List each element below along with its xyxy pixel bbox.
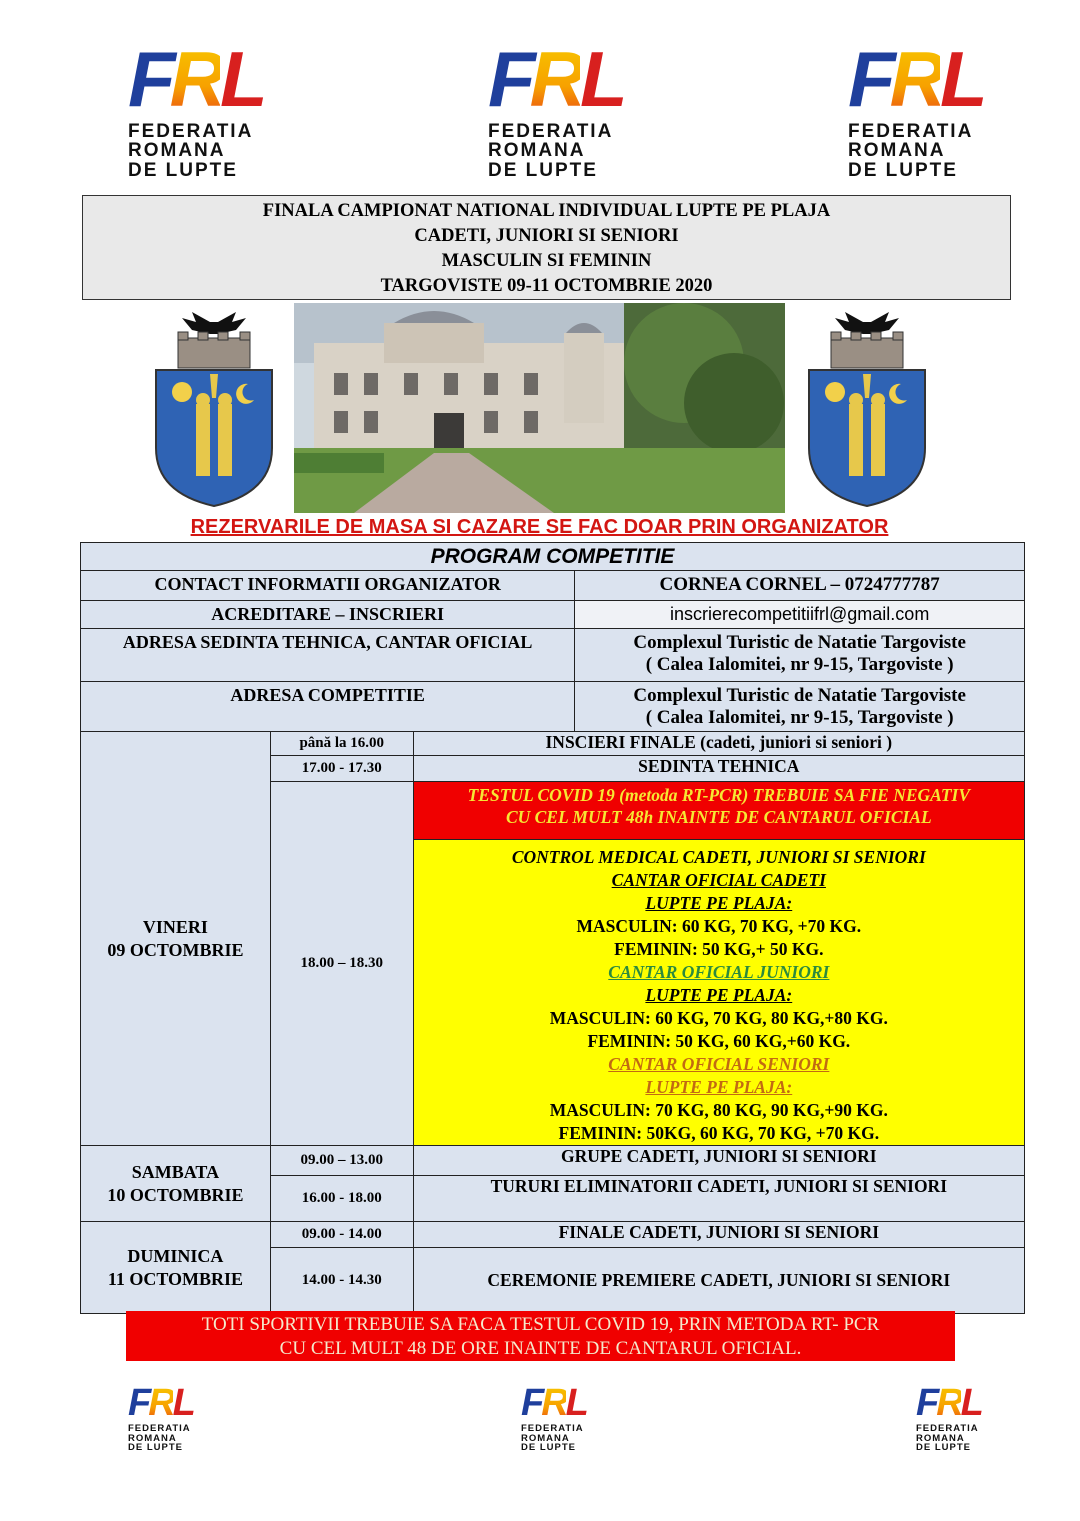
registration-email-link[interactable]: inscrierecompetitiifrl@gmail.com: [575, 601, 1025, 629]
frl-logo-top-left: [128, 35, 262, 181]
contact-label: CONTACT INFORMATII ORGANIZATOR: [81, 571, 575, 601]
schedule-activity: FINALE CADETI, JUNIORI SI SENIORI: [413, 1222, 1024, 1248]
frl-logo-text: FEDERATIA ROMANA DE LUPTE: [916, 1423, 979, 1454]
schedule-activity: GRUPE CADETI, JUNIORI SI SENIORI: [413, 1146, 1024, 1176]
frl-logo-mark: F R L: [488, 35, 622, 123]
technical-meeting-address-label: ADRESA SEDINTA TEHNICA, CANTAR OFICIAL: [81, 629, 575, 682]
schedule-time: 09.00 – 13.00: [270, 1146, 413, 1176]
frl-logo-mark: F R L: [128, 35, 262, 123]
frl-logo-text: FEDERATIA ROMANA DE LUPTE: [488, 121, 614, 181]
schedule-time: 17.00 - 17.30: [270, 756, 413, 782]
building-photo: [294, 303, 785, 513]
frl-logo-bottom-right: [916, 1382, 981, 1454]
schedule-time: până la 16.00: [270, 732, 413, 756]
frl-logo-mark: F R L: [521, 1382, 586, 1424]
coat-of-arms-left: [152, 308, 276, 508]
friday-day-cell: VINERI 09 OCTOMBRIE: [81, 732, 271, 1146]
schedule-activity: CEREMONIE PREMIERE CADETI, JUNIORI SI SENIORI: [413, 1248, 1024, 1314]
schedule-activity: SEDINTA TEHNICA: [413, 756, 1024, 782]
frl-logo-bottom-left: [128, 1382, 193, 1454]
event-title-box: [82, 195, 1011, 300]
frl-logo-text: FEDERATIA ROMANA DE LUPTE: [848, 121, 974, 181]
event-title-line3: MASCULIN SI FEMININ: [441, 251, 652, 271]
program-header: PROGRAM COMPETITIE: [81, 543, 1025, 571]
frl-logo-text: FEDERATIA ROMANA DE LUPTE: [128, 1423, 191, 1454]
program-table: [80, 542, 1025, 1314]
frl-logo-mark: F R L: [916, 1382, 981, 1424]
saturday-day-cell: SAMBATA 10 OCTOMBRIE: [81, 1146, 271, 1222]
schedule-activity: INSCIERI FINALE (cadeti, juniori si seniori ): [413, 732, 1024, 756]
reservation-notice: REZERVARILE DE MASA SI CAZARE SE FAC DOAR PRIN ORGANIZATOR: [190, 516, 889, 538]
covid-footer-note: TOTI SPORTIVII TREBUIE SA FACA TESTUL COVID 19, PRIN METODA RT- PCR CU CEL MULT 48 DE ORE INAINTE DE CANTARUL OFICIAL.: [126, 1311, 955, 1361]
competition-address-label: ADRESA COMPETITIE: [81, 682, 575, 732]
contact-value: CORNEA CORNEL – 0724777787: [575, 571, 1025, 601]
event-title-line4: TARGOVISTE 09-11 OCTOMBRIE 2020: [380, 276, 713, 296]
frl-logo-mark: F R L: [848, 35, 982, 123]
sunday-day-cell: DUMINICA 11 OCTOMBRIE: [81, 1222, 271, 1314]
frl-logo-top-center: [488, 35, 622, 181]
frl-logo-bottom-center: [521, 1382, 586, 1454]
coat-of-arms-right: [805, 308, 929, 508]
accreditation-label: ACREDITARE – INSCRIERI: [81, 601, 575, 629]
competition-address: Complexul Turistic de Natatie Targoviste ( Calea Ialomitei, nr 9-15, Targoviste ): [575, 682, 1025, 732]
event-title-line2: CADETI, JUNIORI SI SENIORI: [414, 226, 679, 246]
weigh-in-schedule-cell: CONTROL MEDICAL CADETI, JUNIORI SI SENIORI CANTAR OFICIAL CADETI LUPTE PE PLAJA: MASCULIN: 60 KG, 70 KG, +70 KG. FEMININ: 50 KG,+ 50 KG. CANTAR OFICIAL JUNIORI LUPTE PE PLAJA: MASCULIN: 60 KG, 70 KG, 80 KG,+80 KG. FEMININ: 50 KG, 60 KG,+60 KG. CANTAR OFICIAL SENIORI LUPTE PE PLAJA: MASCULIN: 70 KG, 80 KG, 90 KG,+90 KG. FEMININ: 50KG, 60 KG, 70 KG, +70 KG.: [413, 840, 1024, 1146]
technical-meeting-address: Complexul Turistic de Natatie Targoviste ( Calea Ialomitei, nr 9-15, Targoviste ): [575, 629, 1025, 682]
frl-logo-top-right: [848, 35, 982, 181]
schedule-time: 14.00 - 14.30: [270, 1248, 413, 1314]
event-title-line1: FINALA CAMPIONAT NATIONAL INDIVIDUAL LUPTE PE PLAJA: [262, 201, 831, 221]
schedule-time: 18.00 – 18.30: [270, 782, 413, 1146]
frl-logo-text: FEDERATIA ROMANA DE LUPTE: [521, 1423, 584, 1454]
schedule-time: 09.00 - 14.00: [270, 1222, 413, 1248]
frl-logo-mark: F R L: [128, 1382, 193, 1424]
frl-logo-text: FEDERATIA ROMANA DE LUPTE: [128, 121, 254, 181]
schedule-activity: TURURI ELIMINATORII CADETI, JUNIORI SI SENIORI: [413, 1176, 1024, 1222]
covid-requirement-cell: TESTUL COVID 19 (metoda RT-PCR) TREBUIE SA FIE NEGATIV CU CEL MULT 48h INAINTE DE CANTARUL OFICIAL: [413, 782, 1024, 840]
schedule-time: 16.00 - 18.00: [270, 1176, 413, 1222]
